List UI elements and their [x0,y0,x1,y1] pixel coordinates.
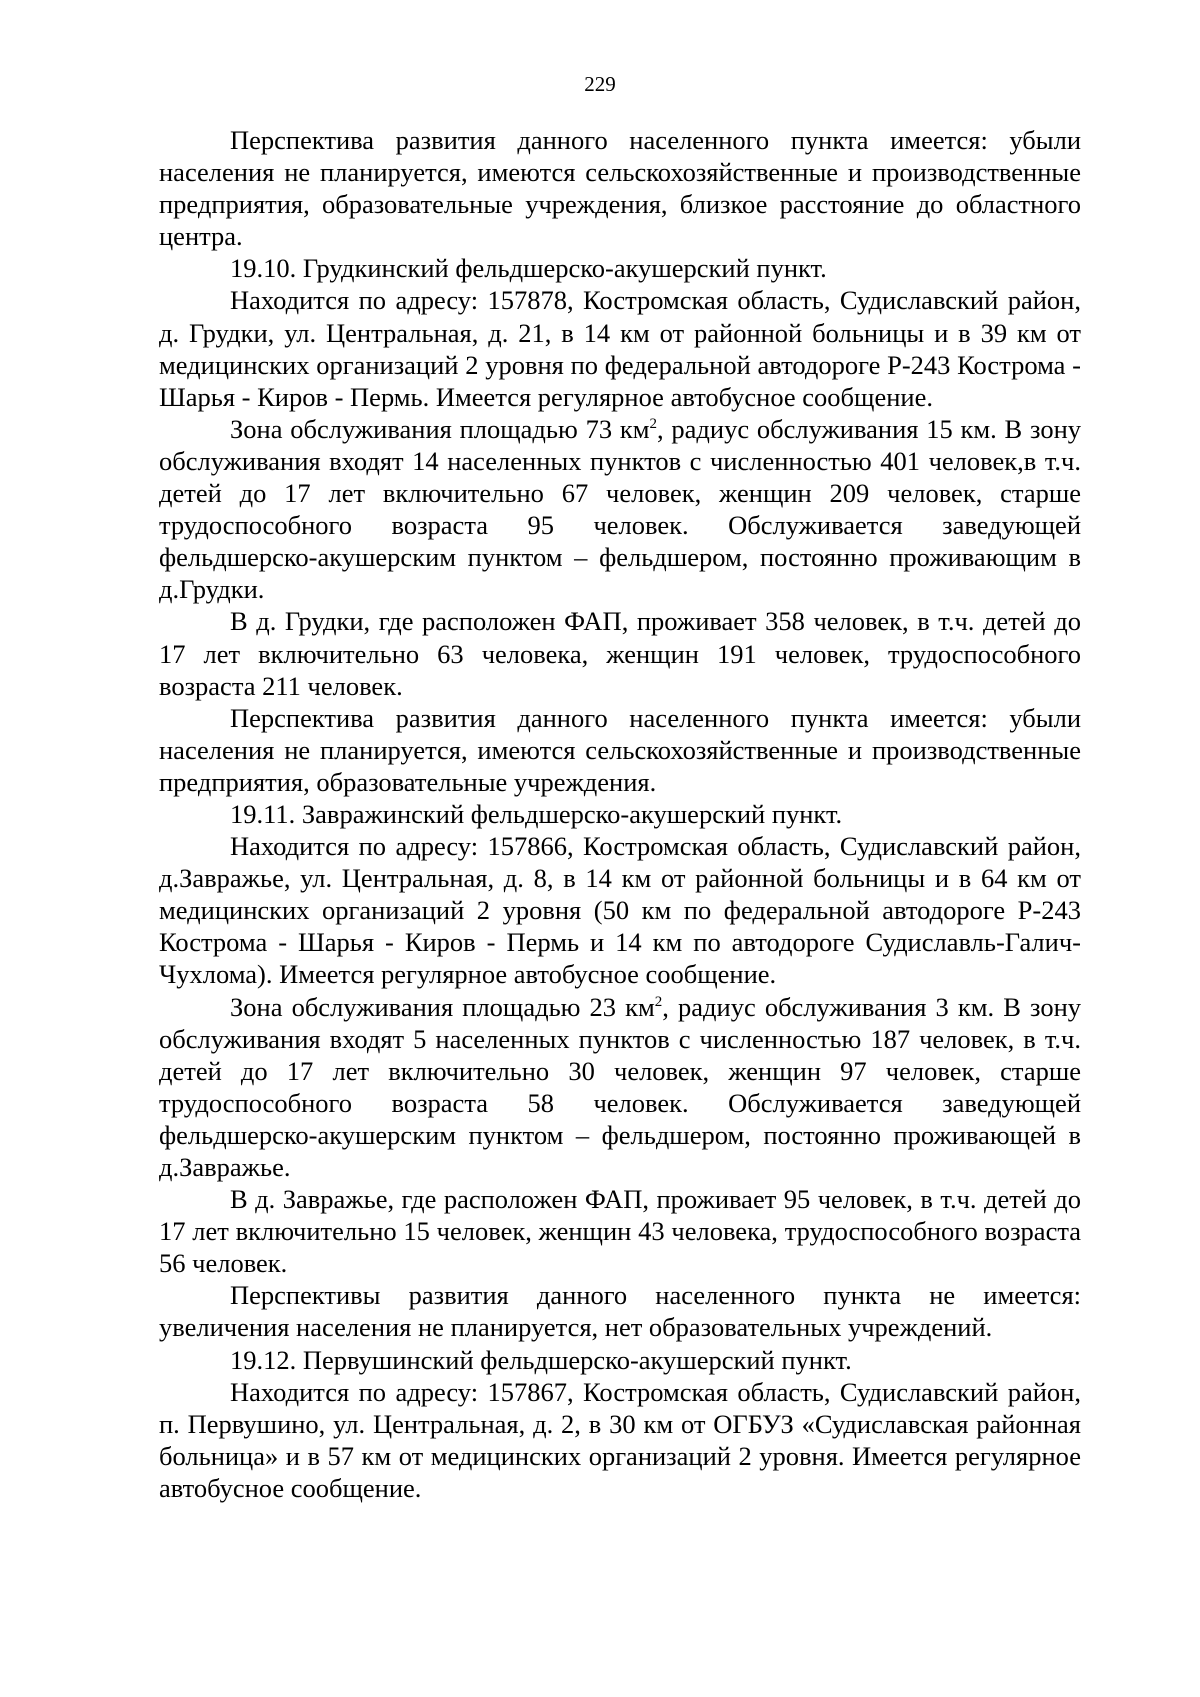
service-zone-text-end: , радиус обслуживания 15 км. В зону обслуживания входят 14 населенных пунктов с численностью 401 человек,в т.ч. детей до 17 лет включительно 67 человек, женщин 209 человек, старше трудоспособного возраста 95 человек. Обслуживается заведующей фельдшерско-акушерским пунктом – фельдшером, постоянно проживающим в д.Грудки. [159,413,1081,605]
service-zone-text-start: Зона обслуживания площадью 23 км [230,991,655,1022]
paragraph-address-grudki: Находится по адресу: 157878, Костромская область, Судиславский район, д. Грудки, ул. Центральная, д. 21, в 14 км от районной больницы и в 39 км от медицинских организаций 2 уровня по федеральной автодороге Р-243 Кострома - Шарья - Киров - Пермь. Имеется регулярное автобусное сообщение. [159,285,1081,412]
paragraph-population-grudki: В д. Грудки, где расположен ФАП, проживает 358 человек, в т.ч. детей до 17 лет включительно 63 человека, женщин 191 человек, трудоспособного возраста 211 человек. [159,606,1081,701]
section-heading-19-10: 19.10. Грудкинский фельдшерско-акушерский пункт. [230,253,827,284]
service-zone-text-start: Зона обслуживания площадью 73 км [230,413,650,444]
superscript-2: 2 [654,993,663,1010]
section-heading-19-11: 19.11. Завражинский фельдшерско-акушерский пункт. [230,798,843,829]
superscript-2: 2 [649,416,657,433]
paragraph-address-pervushino: Находится по адресу: 157867, Костромская область, Судиславский район, п. Первушино, ул. Центральная, д. 2, в 30 км от ОГБУЗ «Судиславская районная больница» и в 57 км от медицинских организаций 2 уровня. Имеется регулярное автобусное сообщение. [159,1376,1081,1503]
page-number: 229 [584,72,616,96]
section-heading-19-12: 19.12. Первушинский фельдшерско-акушерский пункт. [230,1344,852,1375]
paragraph-population-zavrazhye: В д. Завражье, где расположен ФАП, проживает 95 человек, в т.ч. детей до 17 лет включительно 15 человек, женщин 43 человека, трудоспособного возраста 56 человек. [159,1184,1081,1279]
service-zone-text-end: , радиус обслуживания 3 км. В зону обслуживания входят 5 населенных пунктов с численностью 187 человек, в т.ч. детей до 17 лет включительно 30 человек, женщин 97 человек, старше трудоспособного возраста 58 человек. Обслуживается заведующей фельдшерско-акушерским пунктом – фельдшером, постоянно проживающей в д.Завражье. [159,991,1081,1182]
paragraph-address-zavrazhye: Находится по адресу: 157866, Костромская область, Судиславский район, д.Завражье, ул. Центральная, д. 8, в 14 км от районной больницы и в 64 км от медицинских организаций 2 уровня (50 км по федеральной автодороге Р-243 Кострома - Шарья - Киров - Пермь и 14 км по автодороге Судиславль-Галич-Чухлома). Имеется регулярное автобусное сообщение. [159,831,1081,990]
paragraph-service-zone-grudki [159,413,1081,606]
paragraph-perspective-1: Перспектива развития данного населенного пункта имеется: убыли населения не планируется, имеются сельскохозяйственные и производственные предприятия, образовательные учреждения, близкое расстояние до областного центра. [159,125,1081,252]
paragraph-perspective-zavrazhye: Перспективы развития данного населенного пункта не имеется: увеличения населения не планируется, нет образовательных учреждений. [159,1280,1081,1343]
document-body [159,124,1081,1504]
paragraph-service-zone-zavrazhye [159,991,1081,1184]
paragraph-perspective-grudki: Перспектива развития данного населенного пункта имеется: убыли населения не планируется, имеются сельскохозяйственные и производственные предприятия, образовательные учреждения. [159,702,1081,797]
